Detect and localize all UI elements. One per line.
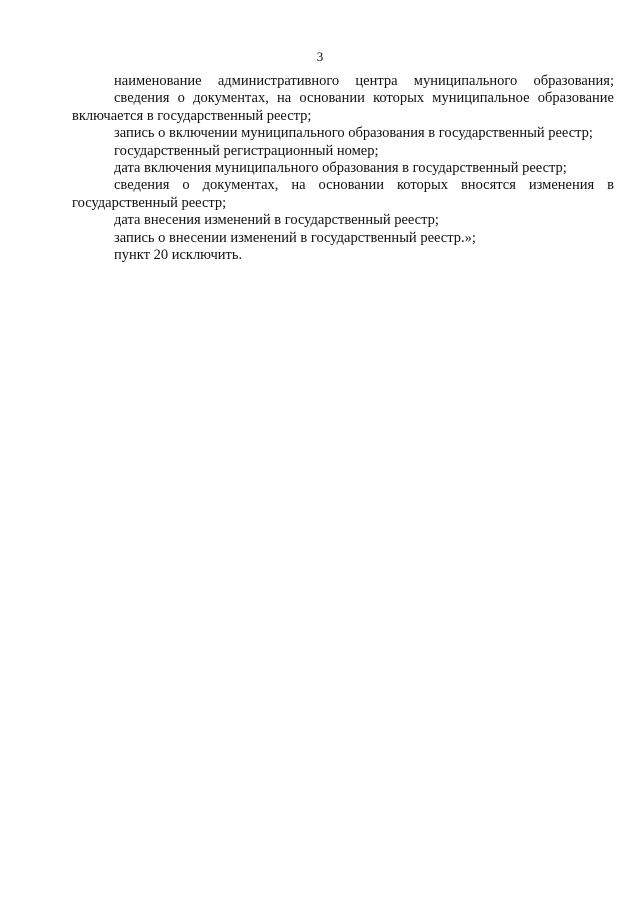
paragraph-admin-center: наименование административного центра муниципального образования; bbox=[114, 73, 614, 89]
paragraph-exclude-item: пункт 20 исключить. bbox=[114, 247, 243, 264]
paragraph-change-record: запись о внесении изменений в государственный реестр.»; bbox=[114, 229, 476, 246]
paragraph-change-date: дата внесения изменений в государственный реестр; bbox=[114, 212, 439, 229]
document-body bbox=[72, 73, 614, 264]
paragraph-inclusion-record: запись о включении муниципального образования в государственный реестр; bbox=[114, 125, 593, 142]
paragraph-change-documents: сведения о документах, на основании которых вносятся изменения в государственный реестр; bbox=[72, 177, 614, 211]
paragraph-inclusion-documents: сведения о документах, на основании которых муниципальное образование включается в государственный реестр; bbox=[72, 90, 614, 124]
page-number: 3 bbox=[316, 49, 324, 64]
paragraph-inclusion-date: дата включения муниципального образования в государственный реестр; bbox=[114, 160, 567, 177]
paragraph-registration-number: государственный регистрационный номер; bbox=[114, 142, 379, 159]
